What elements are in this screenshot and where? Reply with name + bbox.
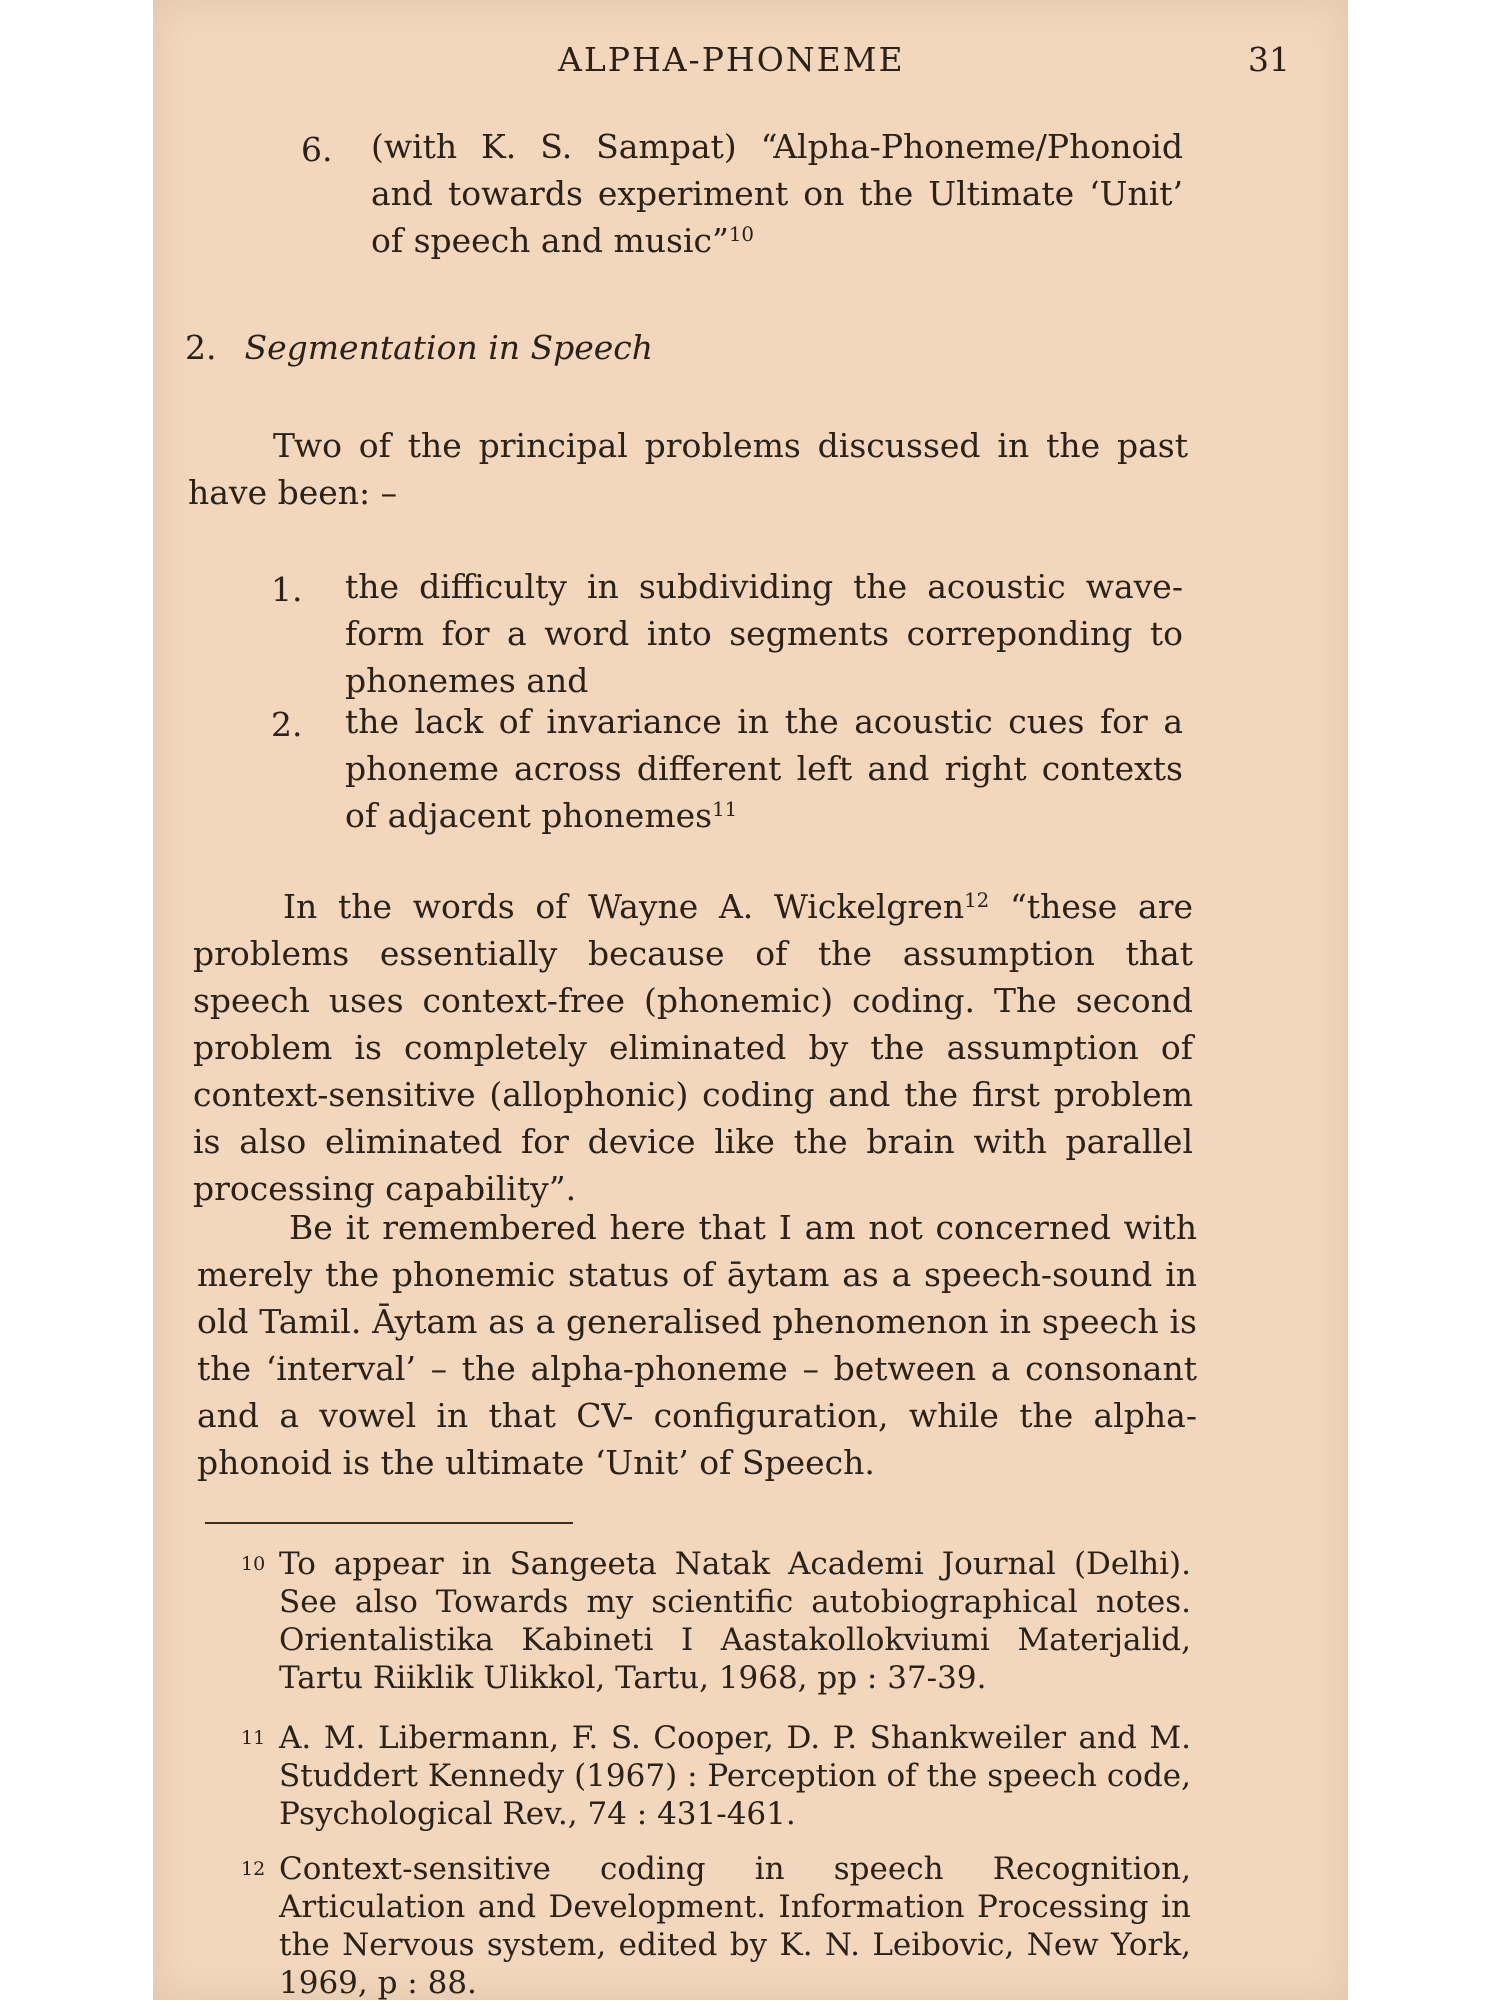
footnote-12: Context-sensitive coding in speech Recognition, Articulation and Development. Information Processing in the Nervous system, edited by K. N. Leibovic, New York, 1969, p : 88. — [279, 1851, 1191, 2001]
problem-text-2 — [345, 698, 1183, 839]
list-item-text-body: (with K. S. Sampat) “Alpha-Phoneme/Phonoid and towards experiment on the Ultimate ‘Unit’ of speech and music” — [371, 127, 1183, 260]
footnote-ref-10: 10 — [728, 223, 755, 247]
footnote-divider — [205, 1522, 573, 1524]
section-heading — [185, 328, 653, 367]
quote-rest: “these are problems essentially because of the assumption that speech uses context-free (phonemic) coding. The second problem is completely eliminated by the assumption of context-sensitive (allophonic) coding and the first problem is also eliminated for device like the brain with parallel processing capability”. — [193, 887, 1193, 1208]
footnote-ref-12: 12 — [964, 889, 990, 913]
page-header — [153, 40, 1348, 90]
book-page — [153, 0, 1348, 2000]
footnote-mark-12: 12 — [241, 1858, 266, 1880]
page-number: 31 — [1248, 40, 1290, 79]
problem-number-1: 1. — [271, 570, 303, 609]
list-item-number: 6. — [301, 130, 333, 169]
paragraph-quote — [193, 883, 1193, 1212]
paragraph-final: Be it remembered here that I am not concerned with merely the phonemic status of āytam as a speech-sound in old Tamil. Āytam as a generalised phenomenon in speech is the ‘interval’ – the alpha-phoneme – between a consonant and a vowel in that CV- configuration, while the alpha-phonoid is the ultimate ‘Unit’ of Speech. — [197, 1208, 1197, 1482]
footnote-mark-11: 11 — [241, 1727, 266, 1749]
running-head: ALPHA-PHONEME — [558, 40, 905, 79]
quote-lead: In the words of Wayne A. Wickelgren — [283, 887, 965, 926]
footnote-10: To appear in Sangeeta Natak Academi Journal (Delhi). See also Towards my scientific autobiographical notes. Orientalistika Kabineti I Aastakollokviumi Materjalid, Tartu Riiklik Ulikkol, Tartu, 1968, pp : 37-39. — [279, 1546, 1191, 1696]
list-item-text — [371, 123, 1183, 264]
problem-number-2: 2. — [271, 705, 303, 744]
footnote-ref-11: 11 — [712, 798, 738, 822]
footnote-11: A. M. Libermann, F. S. Cooper, D. P. Shankweiler and M. Studdert Kennedy (1967) : Perception of the speech code, Psychological Rev., 74 : 431-461. — [279, 1720, 1191, 1832]
section-number: 2. — [185, 328, 217, 367]
problem-text-1: the difficulty in subdividing the acoustic wave-form for a word into segments correponding to phonemes and — [345, 567, 1183, 700]
footnote-mark-10: 10 — [241, 1553, 266, 1575]
section-title: Segmentation in Speech — [244, 328, 654, 367]
paragraph-intro: Two of the principal problems discussed in the past have been: – — [188, 426, 1188, 512]
problem-text-2-body: the lack of invariance in the acoustic cues for a phoneme across different left and right contexts of adjacent phonemes — [345, 702, 1183, 835]
